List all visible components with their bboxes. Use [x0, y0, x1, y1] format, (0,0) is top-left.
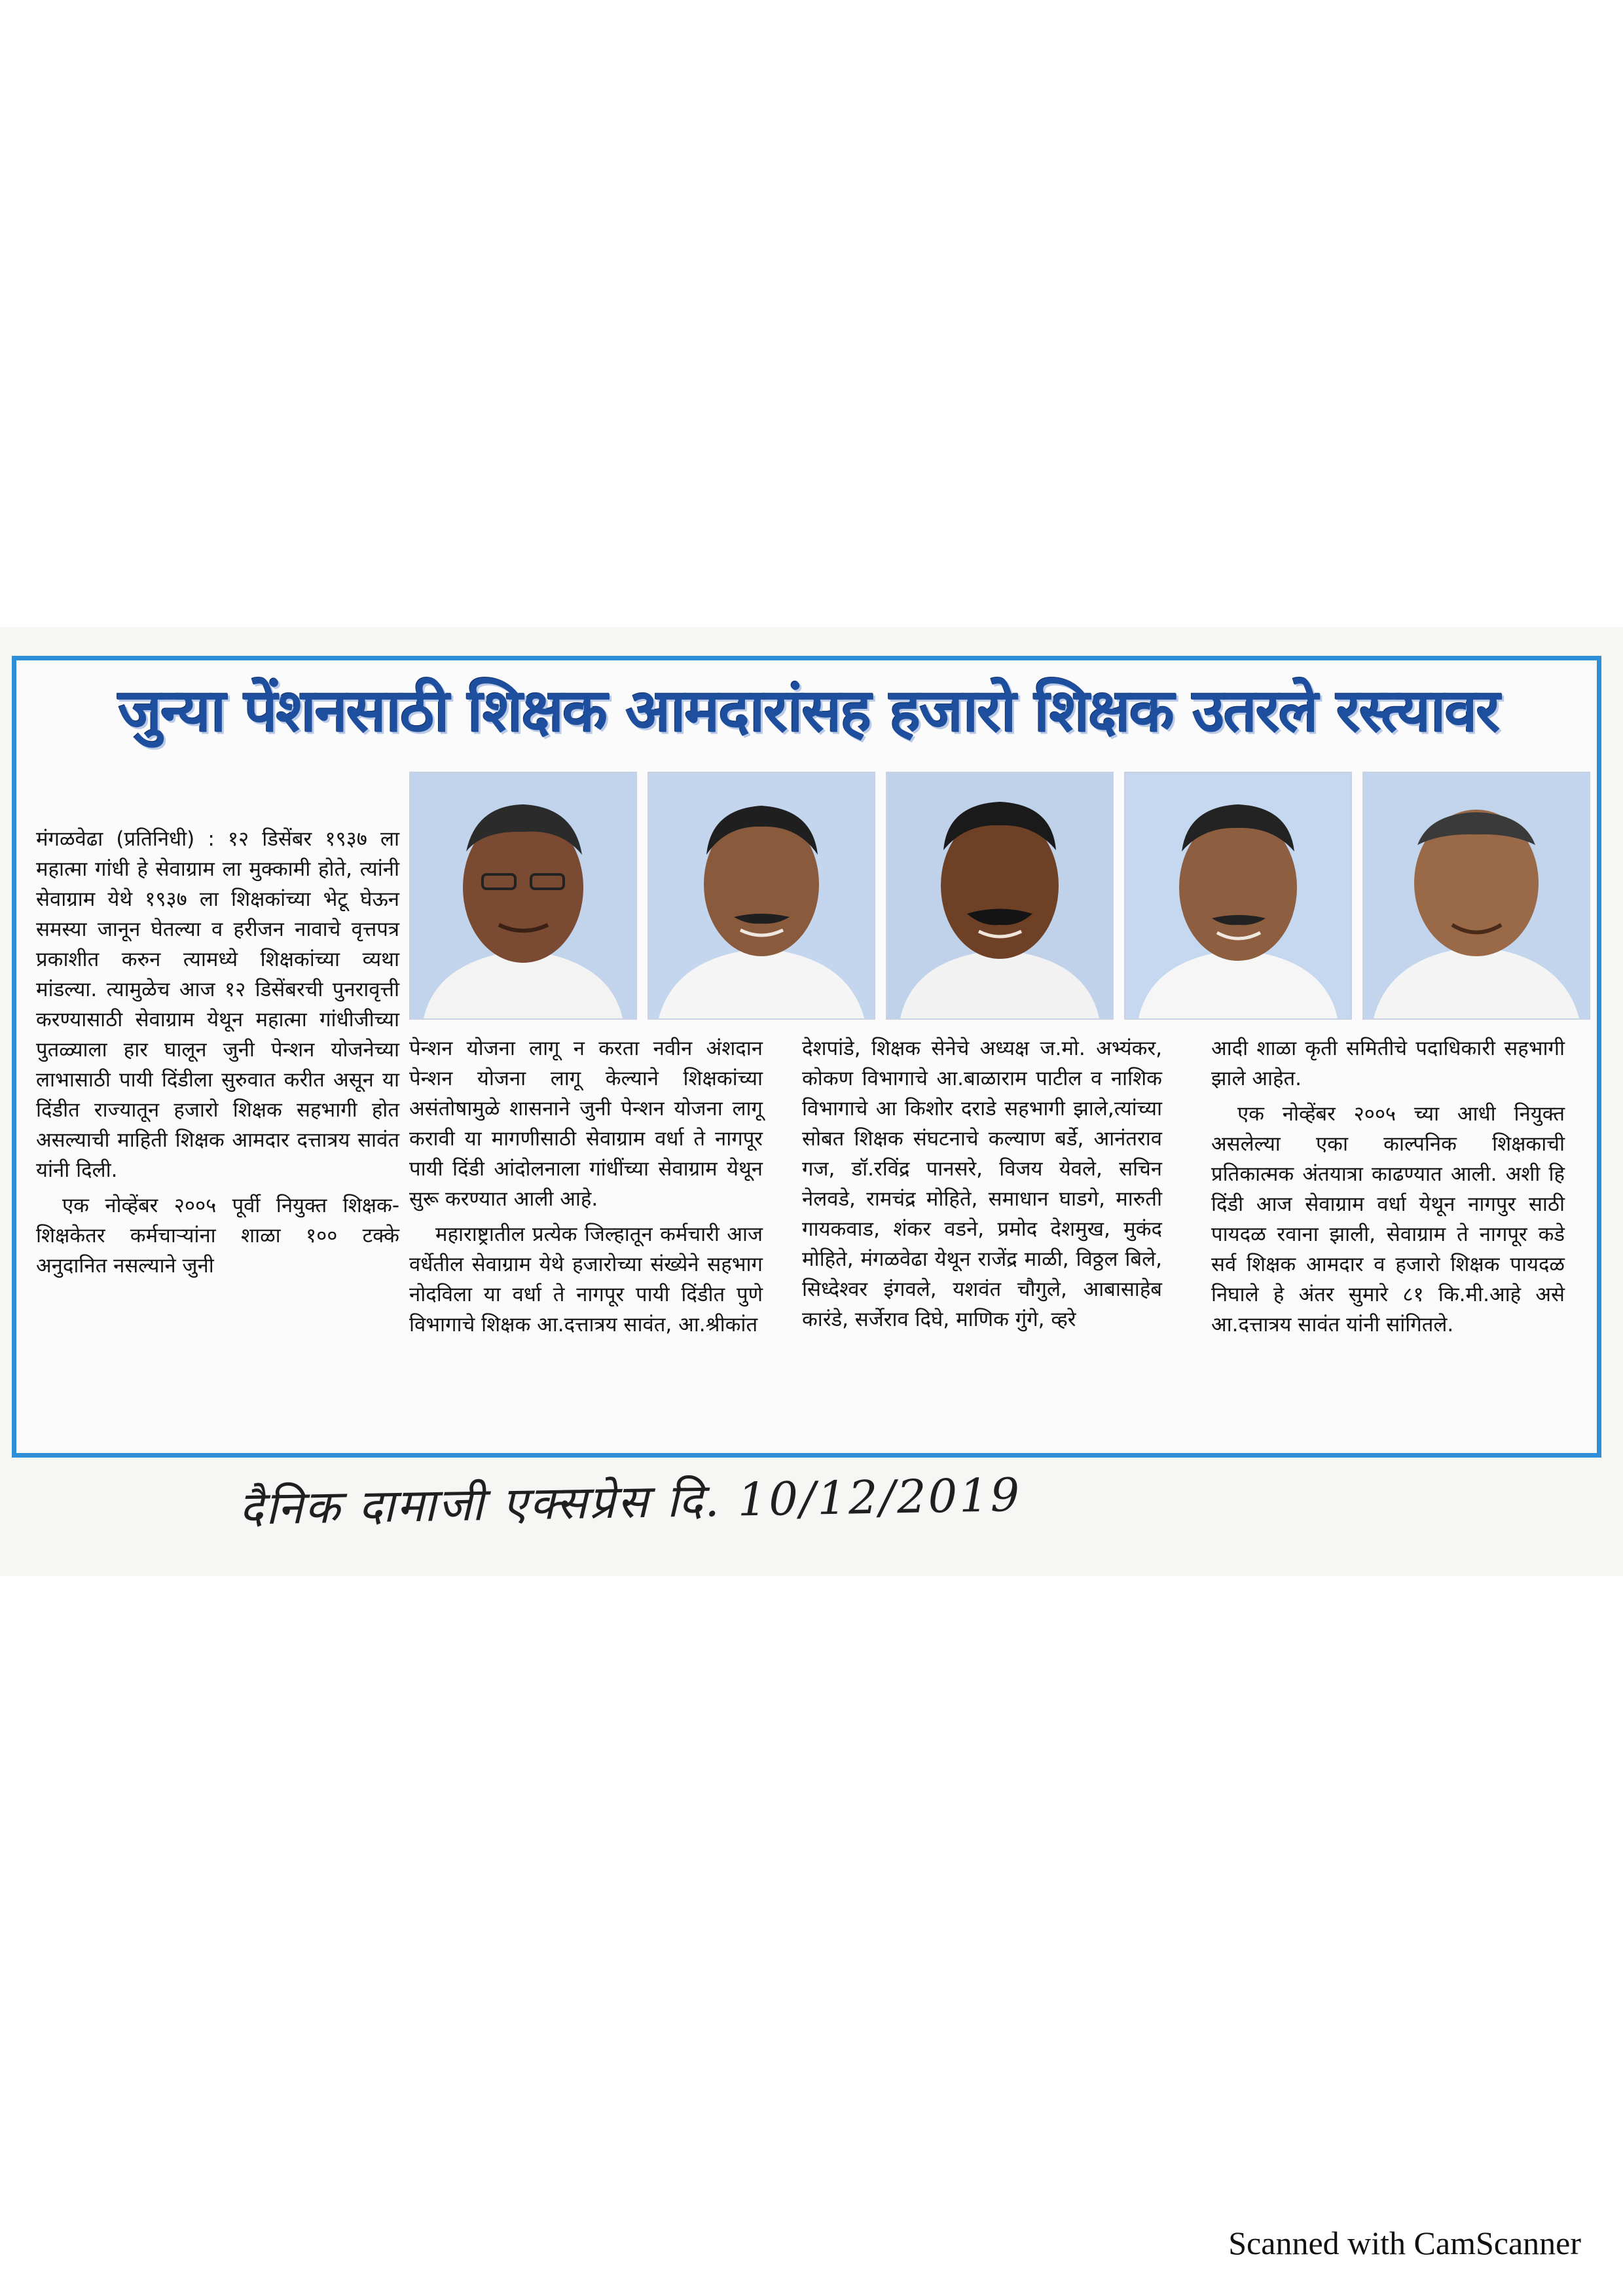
scanner-watermark: Scanned with CamScanner [1228, 2225, 1581, 2261]
newspaper-clipping [12, 656, 1601, 1458]
portrait-photo-4 [1124, 772, 1352, 1020]
person-icon [1364, 773, 1589, 1018]
article-paragraph: मंगळवेढा (प्रतिनिधी) : १२ डिसेंबर १९३७ ला महात्मा गांधी हे सेवाग्राम ला मुक्कामी होते, त्यांनी सेवाग्राम येथे १९३७ ला शिक्षकांच्या भेटू घेऊन समस्या जानून घेतल्या व हरीजन नावाचे वृत्तपत्र प्रकाशीत करुन त्यामध्ये शिक्षकांच्या व्यथा मांडल्या. त्यामुळेच आज १२ डिसेंबरची पुनरावृत्ती करण्यासाठी सेवाग्राम येथून महात्मा गांधीजीच्या पुतळ्याला हार घालून जुनी पेन्शन योजनेच्या लाभासाठी पायी दिंडीला सुरुवात करीत असून या दिंडीत राज्यातून हजारो शिक्षक सहभागी होत असल्याची माहिती शिक्षक आमदार दत्तात्रय सावंत यांनी दिली. [36, 827, 399, 1182]
person-icon [410, 773, 636, 1018]
portrait-photo-3 [886, 772, 1114, 1020]
article-paragraph: आदी शाळा कृती समितीचे पदाधिकारी सहभागी झाले आहेत. [1211, 1037, 1565, 1090]
article-paragraph: देशपांडे, शिक्षक सेनेचे अध्यक्ष ज.मो. अभ्यंकर, कोकण विभागाचे आ.बाळाराम पाटील व नाशिक विभागाचे आ किशोर दराडे सहभागी झाले,त्यांच्या सोबत शिक्षक संघटनाचे कल्याण बर्डे, आनंतराव गज, डॉ.रविंद्र पानसरे, विजय येवले, सचिन नेलवडे, रामचंद्र मोहिते, समाधान घाडगे, मारुती गायकवाड, शंकर वडने, प्रमोद देशमुख, मुकंद मोहिते, मंगळवेढा येथून राजेंद्र माळी, विठ्ठल बिले, सिध्देश्वर इंगवले, यशवंत चौगुले, आबासाहेब कारंडे, सर्जेराव दिघे, माणिक गुंगे, व्हरे [802, 1037, 1162, 1331]
article-paragraph: एक नोव्हेंबर २००५ च्या आधी नियुक्त असलेल्या एका काल्पनिक शिक्षकाची प्रतिकात्मक अंतयात्रा काढण्यात आली. अशी हि दिंडी आज सेवाग्राम वर्धा येथून नागपुर साठी पायदळ रवाना झाली, सेवाग्राम ते नागपूर कडे सर्व शिक्षक आमदार व हजारो शिक्षक पायदळ निघाले हे अंतर सुमारे ८१ कि.मी.आहे असे आ.दत्तात्रय सावंत यांनी सांगितले. [1211, 1102, 1565, 1336]
person-icon [649, 773, 874, 1018]
photo-strip [409, 772, 1588, 1017]
article-column-2 [409, 1033, 763, 1439]
handwritten-source-note: दैनिक दामाजी एक्सप्रेस दि. 10/12/2019 [238, 1467, 1022, 1535]
person-icon [887, 773, 1112, 1018]
portrait-photo-1 [409, 772, 637, 1020]
article-paragraph: एक नोव्हेंबर २००५ पूर्वी नियुक्त शिक्षक-शिक्षकेतर कर्मचाऱ्यांना शाळा १०० टक्के अनुदानित नसल्याने जुनी [36, 1194, 399, 1278]
article-paragraph: महाराष्ट्रातील प्रत्येक जिल्हातून कर्मचारी आज वर्धेतील सेवाग्राम येथे हजारोच्या संख्येने सहभाग नोदविला या वर्धा ते नागपूर पायी दिंडीत पुणे विभागाचे शिक्षक आ.दत्तात्रय सावंत, आ.श्रीकांत [409, 1223, 763, 1336]
article-paragraph: पेन्शन योजना लागू न करता नवीन अंशदान पेन्शन योजना लागू केल्याने शिक्षकांच्या असंतोषामुळे शासनाने जुनी पेन्शन योजना लागू करावी या मागणीसाठी सेवाग्राम वर्धा ते नागपूर पायी दिंडी आंदोलनाला गांधींच्या सेवाग्राम येथून सुरू करण्यात आली आहे. [409, 1037, 763, 1211]
article-column-3 [802, 1033, 1162, 1439]
headline: जुन्या पेंशनसाठी शिक्षक आमदारांसह हजारो शिक्षक उतरले रस्त्यावर [118, 677, 1499, 745]
article-column-4 [1211, 1033, 1565, 1439]
portrait-photo-5 [1362, 772, 1590, 1020]
article-column-1 [36, 726, 399, 1433]
portrait-photo-2 [647, 772, 875, 1020]
person-icon [1125, 773, 1351, 1018]
